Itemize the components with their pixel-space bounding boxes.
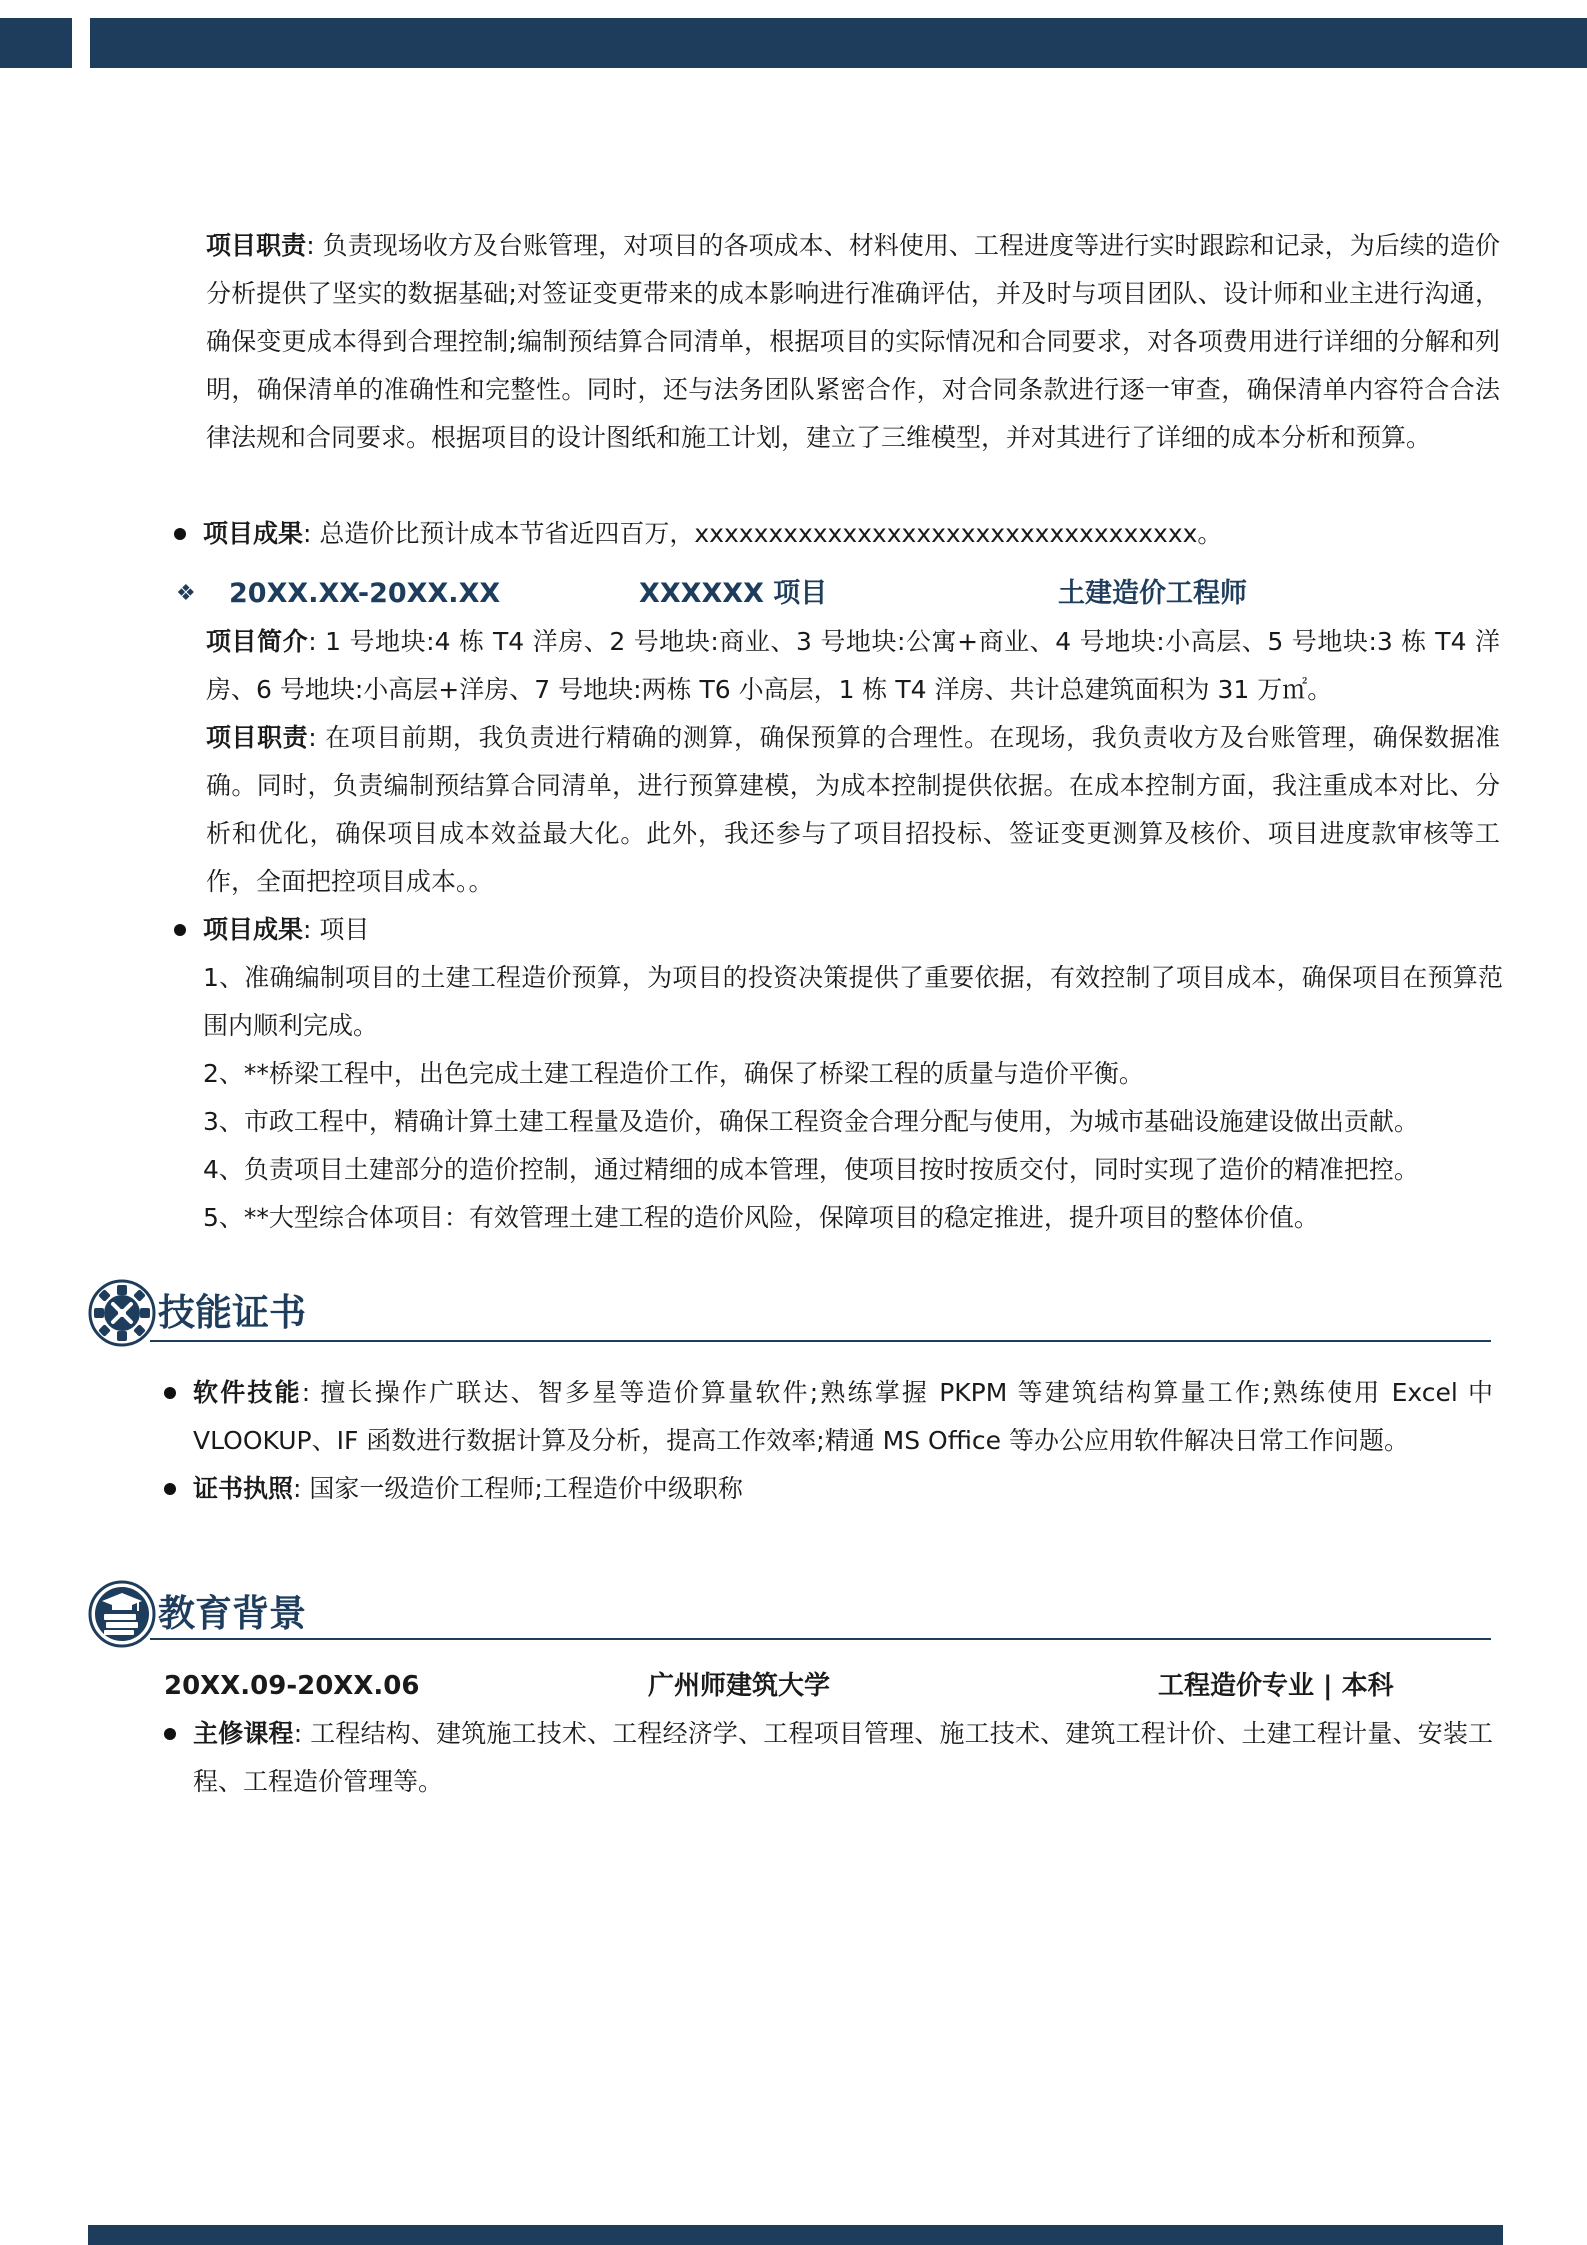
certificates: 证书执照: 国家一级造价工程师;工程造价中级职称: [193, 1474, 743, 1503]
header-bar-right: [90, 18, 1587, 68]
software-skills: 软件技能: 擅长操作广联达、智多星等造价算量软件;熟练掌握 PKPM 等建筑结构算量工作;熟练使用 Excel 中 VLOOKUP、IF 函数进行数据计算及分析，提高工作效率;精通 MS Office 等办公应用软件解决日常工作问题。: [193, 1378, 1493, 1455]
books-graduation-cap-icon: [88, 1580, 156, 1648]
bullet-dot-icon: [174, 924, 186, 936]
education-school: 广州师建筑大学: [648, 1671, 831, 1701]
result-item: 4、负责项目土建部分的造价控制，通过精细的成本管理，使项目按时按质交付，同时实现了造价的精准把控。: [203, 1155, 1419, 1184]
footer-bar: [88, 2225, 1503, 2245]
education-divider: [150, 1638, 1491, 1640]
project2-duty: 项目职责: 在项目前期，我负责进行精确的测算，确保预算的合理性。在现场，我负责收方及台账管理，确保数据准确。同时，负责编制预结算合同清单，进行预算建模，为成本控制提供依据。在成本控制方面，我注重成本对比、分析和优化，确保项目成本效益最大化。此外，我还参与了项目招投标、签证变更测算及核价、项目进度款审核等工作，全面把控项目成本。。: [206, 723, 1500, 896]
education-major: 工程造价专业 | 本科: [1158, 1671, 1394, 1701]
result-item: 2、**桥梁工程中，出色完成土建工程造价工作，确保了桥梁工程的质量与造价平衡。: [203, 1059, 1144, 1088]
gear-wrench-icon: [88, 1279, 156, 1347]
project2-name: XXXXXX 项目: [639, 578, 828, 609]
bullet-dot-icon: [164, 1387, 176, 1399]
result-item: 5、**大型综合体项目：有效管理土建工程的造价风险，保障项目的稳定推进，提升项目的整体价值。: [203, 1203, 1319, 1232]
education-courses: 主修课程: 工程结构、建筑施工技术、工程经济学、工程项目管理、施工技术、建筑工程计价、土建工程计量、安装工程、工程造价管理等。: [193, 1719, 1493, 1796]
education-date: 20XX.09-20XX.06: [164, 1671, 420, 1701]
project1-result: 项目成果: 总造价比预计成本节省近四百万，xxxxxxxxxxxxxxxxxxxxxxxxxxxxxxxxxx。: [203, 519, 1223, 548]
diamond-bullet-icon: ❖: [176, 581, 196, 606]
result-item: 3、市政工程中，精确计算土建工程量及造价，确保工程资金合理分配与使用，为城市基础设施建设做出贡献。: [203, 1107, 1419, 1136]
project1-duty: 项目职责: 负责现场收方及台账管理，对项目的各项成本、材料使用、工程进度等进行实时跟踪和记录，为后续的造价分析提供了坚实的数据基础;对签证变更带来的成本影响进行准确评估，并及时与项目团队、设计师和业主进行沟通，确保变更成本得到合理控制;编制预结算合同清单，根据项目的实际情况和合同要求，对各项费用进行详细的分解和列明，确保清单的准确性和完整性。同时，还与法务团队紧密合作，对合同条款进行逐一审查，确保清单内容符合合法律法规和合同要求。根据项目的设计图纸和施工计划，建立了三维模型，并对其进行了详细的成本分析和预算。: [206, 231, 1500, 452]
result-item: 1、准确编制项目的土建工程造价预算，为项目的投资决策提供了重要依据，有效控制了项目成本，确保项目在预算范围内顺利完成。: [203, 963, 1503, 1040]
header-bar-left: [0, 18, 72, 68]
project2-result: 项目成果: 项目: [203, 915, 370, 944]
bullet-dot-icon: [164, 1728, 176, 1740]
project2-role: 土建造价工程师: [1058, 578, 1247, 609]
project2-date: 20XX.XX-20XX.XX: [229, 578, 501, 609]
skills-divider: [150, 1340, 1491, 1342]
project2-brief: 项目简介: 1 号地块:4 栋 T4 洋房、2 号地块:商业、3 号地块:公寓+商业、4 号地块:小高层、5 号地块:3 栋 T4 洋房、6 号地块:小高层+洋房、7 号地块:两栋 T6 小高层，1 栋 T4 洋房、共计总建筑面积为 31 万㎡。: [206, 627, 1500, 704]
education-section-title: 教育背景: [158, 1592, 306, 1635]
skills-section-title: 技能证书: [158, 1291, 306, 1334]
bullet-dot-icon: [174, 528, 186, 540]
bullet-dot-icon: [164, 1483, 176, 1495]
